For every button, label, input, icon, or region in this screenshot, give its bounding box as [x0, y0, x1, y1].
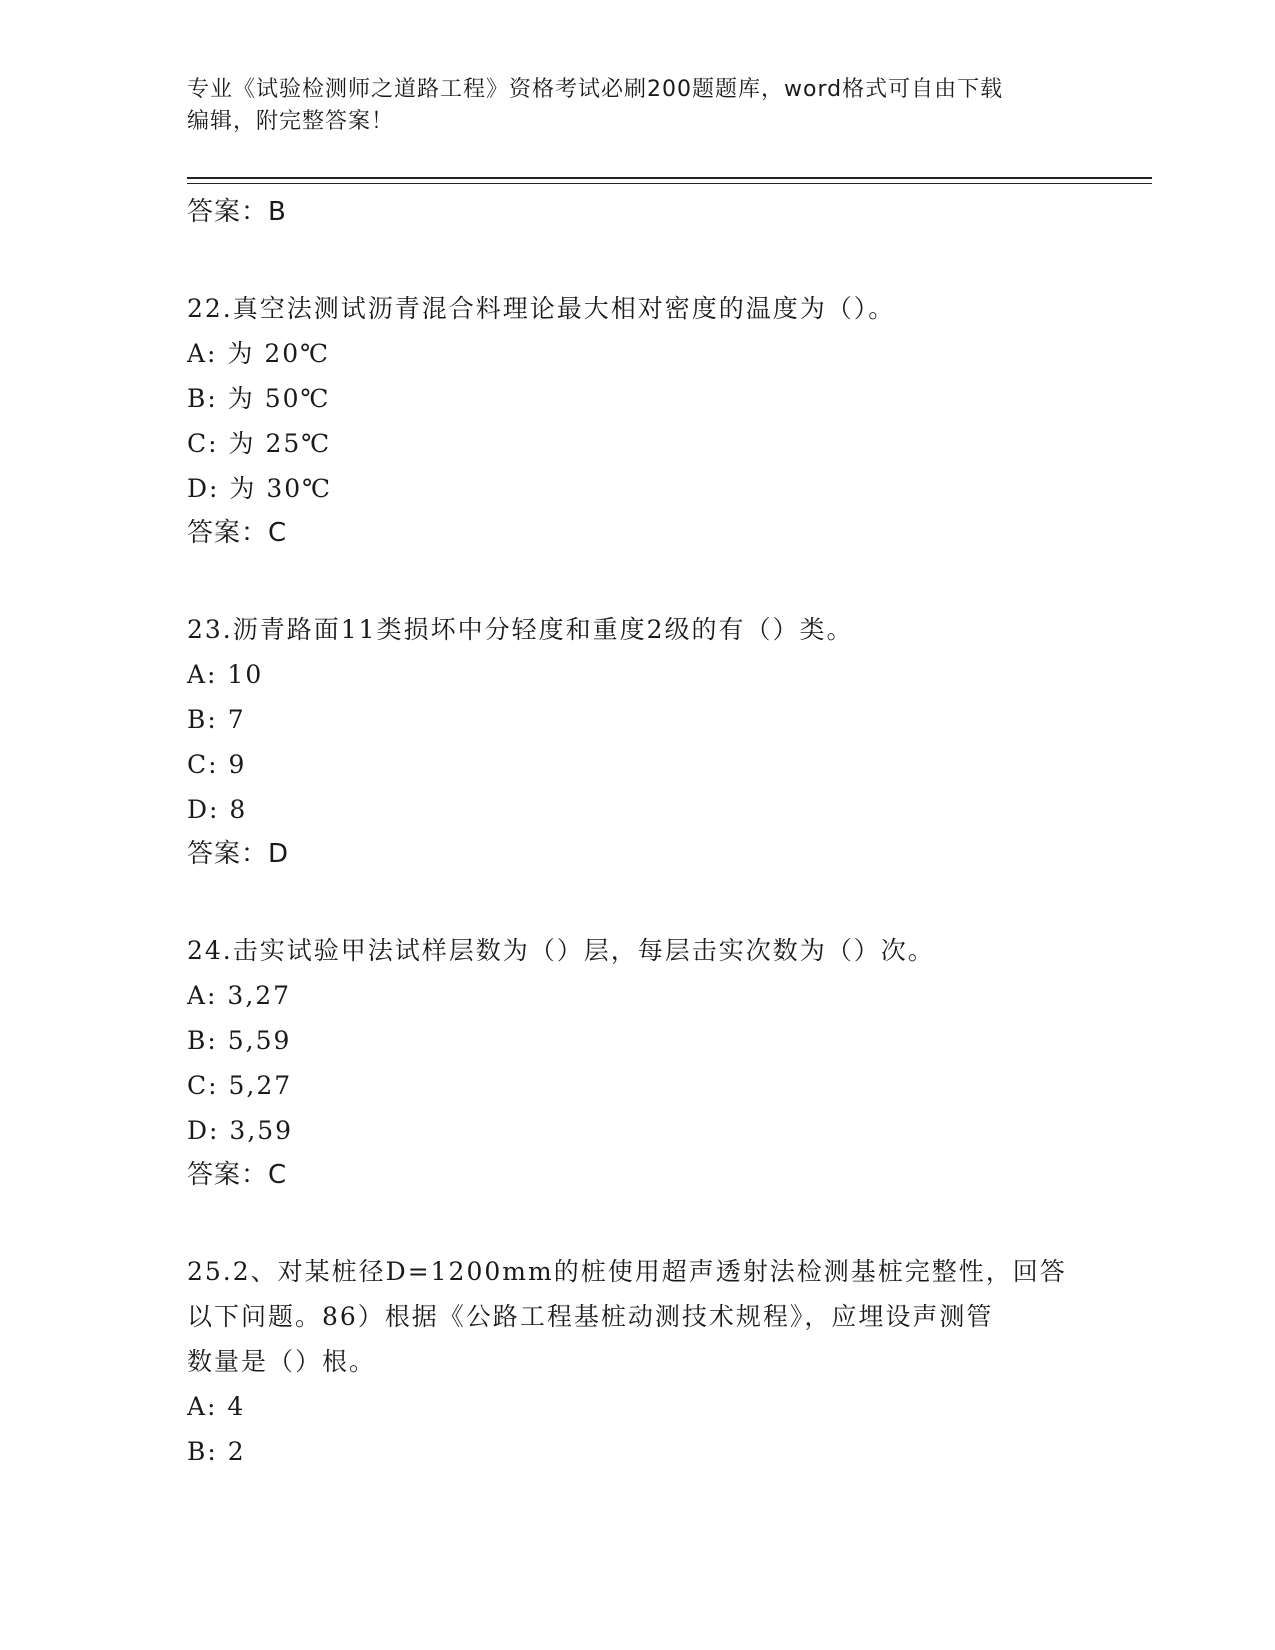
option-c: C: 9: [187, 750, 247, 779]
option-c: C: 5,27: [187, 1071, 293, 1100]
option-b: B: 为 50℃: [187, 384, 331, 413]
option-d: D: 为 30℃: [187, 474, 333, 503]
option-d: D: 3,59: [187, 1116, 294, 1145]
question-list: [187, 190, 1087, 1474]
option-a: A: 为 20℃: [187, 339, 331, 368]
question-stem: 23.沥青路面11类损坏中分轻度和重度2级的有（）类。: [187, 615, 854, 644]
question-block: [187, 928, 1087, 1198]
option-a: A: 10: [187, 660, 264, 689]
question-stem: 22.真空法测试沥青混合料理论最大相对密度的温度为（）。: [187, 294, 896, 323]
answer-line: 答案：D: [187, 839, 290, 869]
document-header: [187, 74, 1067, 138]
question-stem: 24.击实试验甲法试样层数为（）层，每层击实次数为（）次。: [187, 936, 935, 965]
option-a: A: 4: [187, 1392, 246, 1421]
answer-line: 答案：B: [187, 197, 287, 227]
header-line-2: 编辑，附完整答案！: [187, 109, 395, 134]
answer-line: 答案：C: [187, 1160, 288, 1190]
option-b: B: 5,59: [187, 1026, 292, 1055]
header-rule-thick: [187, 177, 1152, 179]
question-block: [187, 1249, 1087, 1474]
header-line-1: 专业《试验检测师之道路工程》资格考试必刷200题题库，word格式可自由下载: [187, 77, 1004, 102]
question-block: [187, 607, 1087, 877]
question-stem-line-1: 25.2、对某桩径D=1200mm的桩使用超声透射法检测基桩完整性，回答: [187, 1257, 1067, 1286]
option-b: B: 7: [187, 705, 246, 734]
header-rule-thin: [187, 183, 1152, 184]
option-d: D: 8: [187, 795, 248, 824]
question-stem-line-3: 数量是（）根。: [187, 1347, 377, 1376]
answer-line: 答案：C: [187, 518, 288, 548]
question-stem-line-2: 以下问题。86）根据《公路工程基桩动测技术规程》，应埋设声测管: [187, 1302, 994, 1331]
question-block: [187, 286, 1087, 556]
option-a: A: 3,27: [187, 981, 292, 1010]
option-b: B: 2: [187, 1437, 246, 1466]
option-c: C: 为 25℃: [187, 429, 332, 458]
